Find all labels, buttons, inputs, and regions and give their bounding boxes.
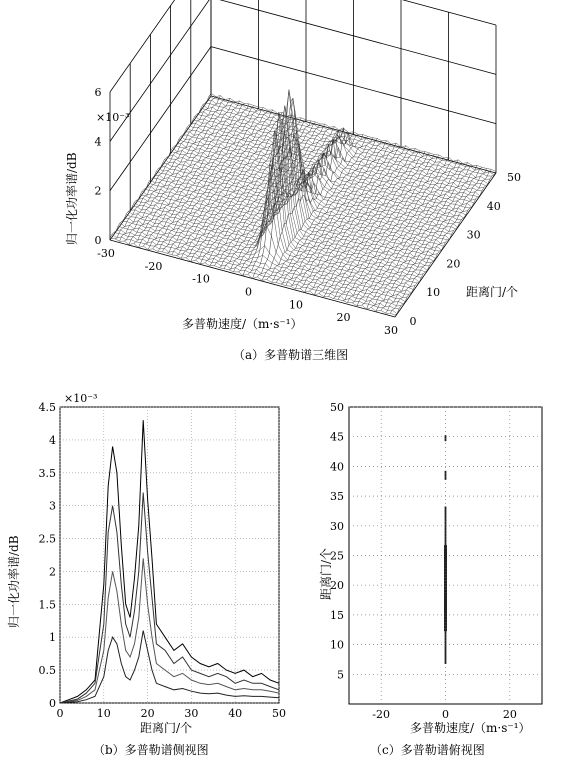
y-tick-label: 50 bbox=[330, 401, 344, 414]
y-tick-label: 0.5 bbox=[38, 664, 56, 678]
y-tick-label: 0 bbox=[49, 697, 56, 710]
scatter-point bbox=[445, 474, 447, 477]
y-tick-label: 45 bbox=[330, 430, 344, 444]
x-tick-label: 10 bbox=[96, 707, 111, 720]
mesh-line bbox=[161, 167, 446, 244]
x-tick-label: -20 bbox=[372, 708, 391, 721]
y-axis-label: 距离门/个 bbox=[466, 285, 519, 299]
z-tick-label: 4 bbox=[94, 135, 102, 149]
y-tick-label: 50 bbox=[507, 171, 521, 184]
plot-frame bbox=[60, 407, 279, 703]
scatter-point bbox=[444, 607, 447, 610]
scatter-point bbox=[445, 512, 447, 515]
scatter-point bbox=[444, 578, 447, 581]
y-tick-label: 4 bbox=[49, 433, 56, 447]
scatter-point bbox=[444, 560, 447, 563]
y-tick-label: 1.5 bbox=[38, 598, 56, 612]
scatter-point bbox=[445, 518, 447, 521]
axis-ticks bbox=[39, 401, 287, 720]
scatter-point bbox=[445, 652, 447, 655]
x-tick-label: -10 bbox=[192, 272, 210, 286]
top-view-chart bbox=[318, 401, 542, 757]
y-tick-label: 15 bbox=[330, 608, 344, 622]
scatter-point bbox=[445, 640, 447, 643]
series-line bbox=[60, 420, 279, 703]
z-exponent: ×10⁻³ bbox=[96, 111, 130, 124]
scatter-point bbox=[445, 524, 447, 527]
scatter-point bbox=[445, 471, 447, 474]
scatter-point bbox=[445, 477, 447, 480]
y-tick-label: 2 bbox=[49, 565, 56, 579]
scatter-point bbox=[444, 584, 447, 587]
scatter-point bbox=[444, 587, 447, 590]
y-tick-label: 5 bbox=[337, 668, 344, 682]
scatter-point bbox=[445, 506, 447, 509]
x-tick-label: 20 bbox=[502, 708, 517, 721]
mesh-line bbox=[281, 141, 382, 284]
x-axis-label: 距离门/个 bbox=[140, 721, 193, 735]
surface-mesh bbox=[110, 90, 496, 315]
y-tick-label: 30 bbox=[330, 519, 344, 533]
x-tick-label: 0 bbox=[56, 707, 64, 720]
y-tick-label: 20 bbox=[446, 257, 461, 271]
scatter-point bbox=[445, 435, 447, 438]
y-exponent: ×10⁻³ bbox=[64, 392, 98, 405]
x-tick-label: -20 bbox=[144, 259, 163, 273]
scatter-point bbox=[444, 599, 447, 602]
scatter-point bbox=[444, 566, 447, 569]
scatter-point bbox=[445, 533, 447, 536]
y-tick-label: 3.5 bbox=[38, 466, 56, 480]
scatter-point bbox=[445, 634, 447, 637]
y-tick-label: 30 bbox=[466, 228, 481, 242]
x-axis-label: 多普勒速度/（m·s⁻¹） bbox=[182, 317, 303, 331]
scatter-point bbox=[444, 616, 447, 619]
mesh-line bbox=[110, 238, 395, 315]
scatter-point bbox=[444, 590, 447, 593]
mesh-line bbox=[124, 100, 225, 241]
scatter-point bbox=[445, 655, 447, 658]
y-tick-label: 0 bbox=[409, 315, 417, 328]
scatter-point bbox=[444, 596, 447, 599]
y-tick-label: 2.5 bbox=[38, 532, 56, 546]
y-tick-label: 1 bbox=[49, 631, 56, 645]
scatter-points bbox=[444, 435, 447, 664]
z-tick-label: 0 bbox=[94, 234, 102, 247]
z-tick-label: 2 bbox=[94, 184, 102, 198]
scatter-point bbox=[445, 646, 447, 649]
axis-ticks bbox=[330, 401, 517, 721]
scatter-point bbox=[444, 563, 447, 566]
scatter-point bbox=[445, 649, 447, 652]
surface-3d-chart bbox=[64, 0, 521, 362]
y-tick-label: 35 bbox=[330, 490, 344, 504]
scatter-point bbox=[444, 569, 447, 572]
caption-a: （a）多普勒谱三维图 bbox=[233, 348, 349, 362]
scatter-point bbox=[444, 628, 447, 631]
x-axis-label: 多普勒速度/（m·s⁻¹） bbox=[410, 721, 531, 735]
scatter-point bbox=[445, 536, 447, 539]
x-tick-label: -30 bbox=[97, 247, 115, 260]
scatter-point bbox=[444, 625, 447, 628]
scatter-point bbox=[444, 575, 447, 578]
scatter-point bbox=[444, 622, 447, 625]
z-axis-label: 归一化功率谱/dB bbox=[65, 152, 79, 245]
mesh-line bbox=[171, 151, 456, 229]
series-line bbox=[60, 631, 279, 703]
side-view-chart bbox=[6, 392, 286, 757]
scatter-point bbox=[444, 602, 447, 605]
mesh-line bbox=[139, 101, 240, 248]
scatter-point bbox=[445, 542, 447, 545]
y-tick-label: 25 bbox=[330, 549, 344, 563]
scatter-point bbox=[444, 610, 447, 613]
scatter-point bbox=[444, 548, 447, 551]
y-tick-label: 40 bbox=[486, 199, 501, 213]
scatter-point bbox=[444, 593, 447, 596]
z-tick-label: 6 bbox=[94, 86, 102, 99]
mesh-line bbox=[167, 110, 268, 253]
scatter-point bbox=[445, 661, 447, 664]
y-tick-label: 4.5 bbox=[38, 401, 56, 414]
series-lines bbox=[60, 420, 279, 703]
y-tick-label: 3 bbox=[49, 499, 56, 513]
caption-c: （c）多普勒谱俯视图 bbox=[370, 743, 485, 757]
x-tick-label: 20 bbox=[336, 311, 351, 325]
y-axis-label: 距离门/个 bbox=[319, 547, 333, 600]
scatter-point bbox=[445, 515, 447, 518]
scatter-point bbox=[444, 581, 447, 584]
scatter-point bbox=[444, 551, 447, 554]
x-tick-label: 10 bbox=[289, 298, 303, 312]
mesh-line bbox=[191, 115, 292, 262]
scatter-point bbox=[445, 631, 447, 634]
scatter-point bbox=[444, 604, 447, 607]
scatter-point bbox=[444, 613, 447, 616]
y-tick-label: 20 bbox=[330, 579, 344, 593]
scatter-point bbox=[445, 539, 447, 542]
mesh-line bbox=[143, 104, 244, 247]
scatter-point bbox=[444, 572, 447, 575]
x-tick-label: 50 bbox=[272, 707, 286, 720]
caption-b: （b）多普勒谱侧视图 bbox=[93, 743, 209, 757]
x-tick-label: 40 bbox=[228, 707, 243, 720]
scatter-point bbox=[444, 545, 447, 548]
scatter-point bbox=[444, 619, 447, 622]
scatter-point bbox=[444, 554, 447, 557]
y-tick-label: 40 bbox=[330, 460, 344, 474]
scatter-point bbox=[445, 643, 447, 646]
scatter-point bbox=[444, 557, 447, 560]
grid bbox=[60, 407, 279, 703]
scatter-point bbox=[445, 521, 447, 524]
scatter-point bbox=[445, 637, 447, 640]
scatter-point bbox=[445, 527, 447, 530]
y-tick-label: 10 bbox=[426, 286, 441, 300]
y-axis-label: 归一化功率谱/dB bbox=[7, 535, 21, 628]
x-tick-label: 0 bbox=[442, 708, 449, 721]
x-tick-label: 20 bbox=[140, 707, 155, 720]
scatter-point bbox=[445, 509, 447, 512]
x-tick-label: 0 bbox=[245, 285, 252, 299]
mesh-line bbox=[134, 102, 235, 244]
y-tick-label: 10 bbox=[330, 638, 344, 652]
x-tick-label: 30 bbox=[184, 707, 199, 720]
scatter-point bbox=[445, 438, 447, 441]
x-tick-label: 30 bbox=[384, 324, 398, 337]
scatter-point bbox=[445, 658, 447, 661]
scatter-point bbox=[445, 530, 447, 533]
